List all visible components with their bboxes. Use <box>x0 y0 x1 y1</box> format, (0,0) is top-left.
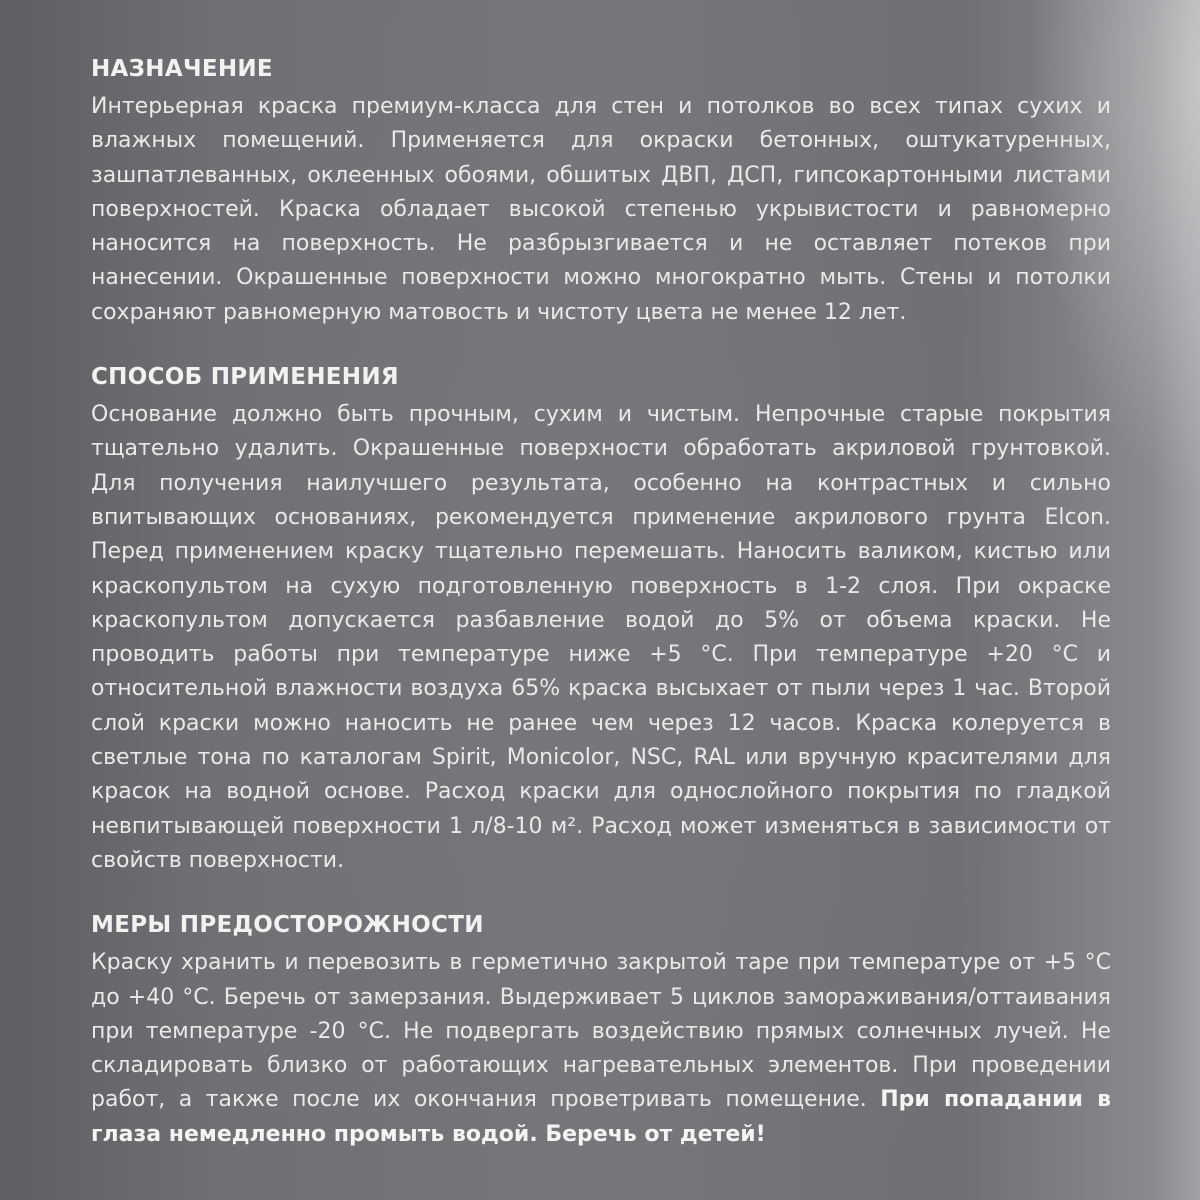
section-purpose <box>91 52 1111 330</box>
product-info <box>91 52 1111 1152</box>
section-application-method <box>91 360 1111 878</box>
section-text: Основание должно быть прочным, сухим и чистым. Непрочные старые покрытия тщательно удалить. Окрашенные поверхности обработать акриловой грунтовкой. Для получения наилучшего результата, особенно на контрастных и сильно впитывающих основаниях, рекомендуется применение акрилового грунта Elcon. Перед применением краску тщательно перемешать. Наносить валиком, кистью или краскопультом на сухую подготовленную поверхность в 1-2 слоя. При окраске краскопультом допускается разбавление водой до 5% от объема краски. Не проводить работы при температуре ниже +5 °С. При температуре +20 °С и относительной влажности воздуха 65% краска высыхает от пыли через 1 час. Второй слой краски можно наносить не ранее чем через 12 часов. Краска колеруется в светлые тона по каталогам Spirit, Monicolor, NSC, RAL или вручную красителями для красок на водной основе. Расход краски для однослойного покрытия по гладкой невпитывающей поверхности 1 л/8-10 м². Расход может изменяться в зависимости от свойств поверхности. <box>91 402 1111 873</box>
section-title: СПОСОБ ПРИМЕНЕНИЯ <box>91 364 399 391</box>
section-text: Интерьерная краска премиум-класса для стен и потолков во всех типах сухих и влажных помещений. Применяется для окраски бетонных, оштукатуренных, зашпатлеванных, оклеенных обоями, обшитых ДВП, ДСП, гипсокартонными листами поверхностей. Краска обладает высокой степенью укрывистости и равномерно наносится на поверхность. Не разбрызгивается и не оставляет потеков при нанесении. Окрашенные поверхности можно многократно мыть. Стены и потолки сохраняют равномерную матовость и чистоту цвета не менее 12 лет. <box>91 94 1111 325</box>
section-precautions <box>91 908 1111 1152</box>
section-text <box>91 946 1111 1152</box>
section-title: НАЗНАЧЕНИЕ <box>91 56 273 82</box>
section-title: МЕРЫ ПРЕДОСТОРОЖНОСТИ <box>91 912 484 939</box>
safety-warning: При попадании в глаза немедленно промыть водой. Беречь от детей! <box>91 1087 1111 1147</box>
section-text-regular: Краску хранить и перевозить в герметично закрытой таре при температуре от +5 °С до +40 °С. Беречь от замерзания. Выдерживает 5 циклов замораживания/оттаивания при температуре -20 °С. Не подвергать воздействию прямых солнечных лучей. Не складировать близко от работающих нагревательных элементов. При проведении работ, а также после их окончания проветривать помещение. <box>91 950 1111 1113</box>
